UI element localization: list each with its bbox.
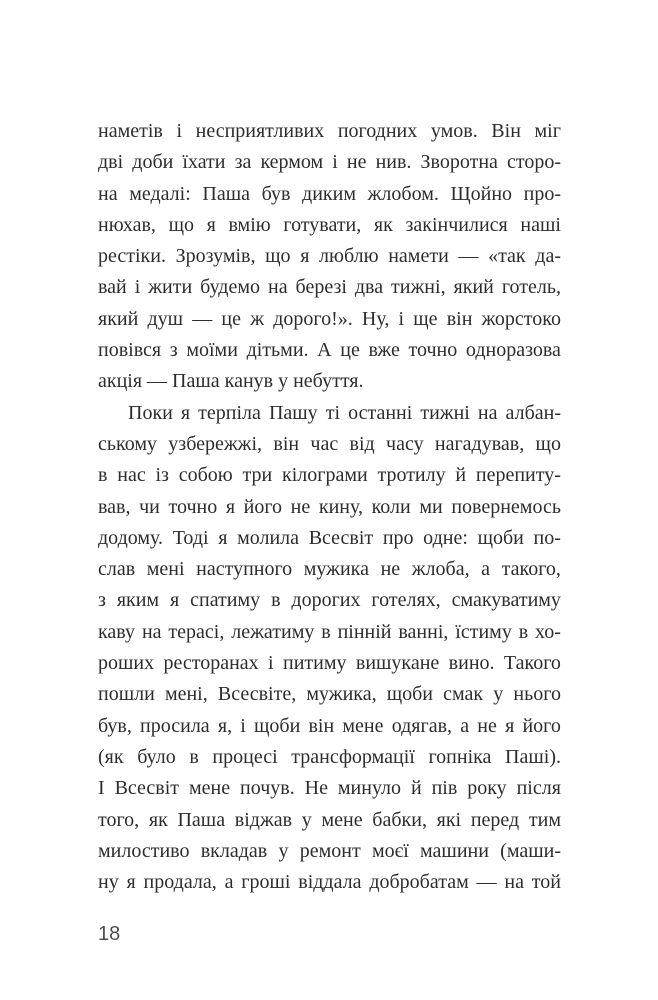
text-line: каву на терасі, лежатиму в пінній ванні, їстиму в хо- [98, 620, 561, 643]
text-line: вай і жити будемо на березі два тижні, який готель, [98, 276, 561, 299]
text-line: ському узбережжі, він час від часу нагадував, що [98, 432, 561, 455]
text-line: акція — Паша канув у небуття. [98, 370, 364, 393]
text-line: повівся з моїми дітьми. А це вже точно одноразова [98, 339, 561, 362]
text-line: Поки я терпіла Пашу ті останні тижні на албан- [128, 401, 561, 424]
text-line: наметів і несприятливих погодних умов. Він міг [98, 120, 561, 142]
text-line: слав мені наступного мужика не жлоба, а такого, [98, 558, 561, 581]
text-line: пошли мені, Всесвіте, мужика, щоби смак у нього [98, 683, 561, 706]
text-line: роших ресторанах і питиму вишукане вино. Такого [98, 652, 561, 675]
text-line: був, просила я, і щоби він мене одягав, а не я його [98, 714, 561, 737]
text-line: ну я продала, а гроші віддала добробатам — на той [98, 871, 561, 894]
text-line: який душ — це ж дорого!». Ну, і ще він жорстоко [98, 307, 561, 330]
text-line: вав, чи точно я його не кину, коли ми повернемось [98, 495, 561, 518]
text-line: дві доби їхати за кермом і не нив. Зворотна сторо- [98, 151, 561, 174]
text-line: І Всесвіт мене почув. Не минуло й пів року після [98, 777, 561, 800]
text-line: додому. Тоді я молила Всесвіт про одне: щоби по- [98, 526, 561, 549]
text-line: нюхав, що я вмію готувати, як закінчилися наші [98, 213, 561, 236]
text-line: на медалі: Паша був диким жлобом. Щойно про- [98, 182, 561, 205]
body-text [98, 116, 561, 898]
text-line: (як було в процесі трансформації гопніка Паші). [98, 745, 561, 768]
page-number: 18 [98, 923, 121, 945]
text-line: в нас із собою три кілограми тротилу й перепиту- [98, 464, 561, 487]
text-line: милостиво вкладав у ремонт моєї машини (маши- [98, 839, 561, 862]
text-line: рестіки. Зрозумів, що я люблю намети — «так да- [98, 245, 561, 268]
text-line: того, як Паша віджав у мене бабки, які перед тим [98, 808, 561, 831]
text-line: з яким я спатиму в дорогих готелях, смакуватиму [98, 589, 561, 612]
